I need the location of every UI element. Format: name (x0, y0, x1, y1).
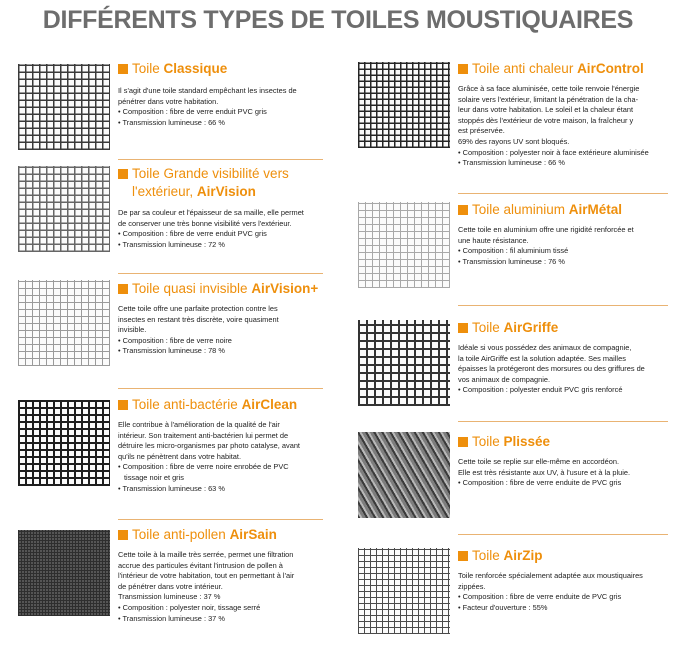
bullet-square-icon (458, 551, 468, 561)
heading-airvision-plus: Toile quasi invisible AirVision+ (132, 281, 319, 296)
heading-airvision-line2: l'extérieur, AirVision (132, 184, 256, 199)
text-airvision-plus: Cette toile offre une parfaite protection contre les insectes en restant très discrète, voire quasiment invisible. • Composition : fibre de verre noire • Transmission lumineuse : 78 % (118, 304, 279, 356)
swatch-airclean (18, 400, 110, 486)
swatch-aircontrol (358, 62, 450, 148)
bullet-square-icon (118, 400, 128, 410)
heading-airzip: Toile AirZip (472, 548, 543, 563)
bullet-square-icon (118, 169, 128, 179)
bullet-square-icon (458, 205, 468, 215)
bullet-square-icon (458, 437, 468, 447)
heading-airgriffe: Toile AirGriffe (472, 320, 559, 335)
divider (458, 305, 668, 306)
swatch-plissee (358, 432, 450, 518)
bullet-square-icon (118, 64, 128, 74)
swatch-airmetal (358, 202, 450, 288)
text-aircontrol: Grâce à sa face aluminisée, cette toile renvoie l'énergie solaire vers l'extérieur, limitant la pénétration de la cha- leur dans votre habitation. Le soleil et la chaleur étant stoppés dès l'extérieur de votre maison, la fraîcheur y est préservée. 69% des rayons UV sont bloqués. • Composition : polyester noir à face extérieure aluminisée • Transmission lumineuse : 66 % (458, 84, 649, 168)
divider (118, 388, 323, 389)
swatch-classique (18, 64, 110, 150)
text-classique: Il s'agit d'une toile standard empêchant les insectes de pénétrer dans votre habitation. • Composition : fibre de verre enduit PVC gris • Transmission lumineuse : 66 % (118, 86, 297, 127)
page-title: DIFFÉRENTS TYPES DE TOILES MOUSTIQUAIRES (42, 6, 634, 34)
swatch-airvision-plus (18, 280, 110, 366)
swatch-airzip (358, 548, 450, 634)
divider (118, 159, 323, 160)
text-plissee: Cette toile se replie sur elle-même en accordéon. Elle est très résistante aux UV, à l'usure et à la pluie. • Composition : fibre de verre enduite de PVC gris (458, 457, 631, 488)
text-airclean: Elle contribue à l'amélioration de la qualité de l'air intérieur. Son traitement anti-bactérien lui permet de détruire les micro-organismes par photo catalyse, avant qu'ils ne pénètrent dans votre habitat. • Composition : fibre de verre noire enrobée de PVC tissage noir et gris • Transmission lumineuse : 63 % (118, 420, 300, 493)
text-airvision: De par sa couleur et l'épaisseur de sa maille, elle permet de conserver une très bonne visibilité vers l'extérieur. • Composition : fibre de verre enduit PVC gris • Transmission lumineuse : 72 % (118, 208, 304, 249)
divider (118, 273, 323, 274)
divider (458, 421, 668, 422)
heading-plissee: Toile Plissée (472, 434, 551, 449)
divider (458, 534, 668, 535)
text-airgriffe: Idéale si vous possédez des animaux de compagnie, la toile AirGriffe est la solution adaptée. Ses mailles épaisses la protégeront des morsures ou des griffures de vos animaux de compagnie. • Composition : polyester enduit PVC gris renforcé (458, 343, 645, 395)
heading-airclean: Toile anti-bactérie AirClean (132, 397, 298, 412)
swatch-airvision (18, 166, 110, 252)
bullet-square-icon (458, 323, 468, 333)
heading-airvision: Toile Grande visibilité vers (132, 166, 289, 181)
text-airsain: Cette toile à la maille très serrée, permet une filtration accrue des particules évitant l'intrusion de pollen à l'intérieur de votre habitation, tout en permettant à l'air de pénétrer dans votre intérieur. Transmission lumineuse : 37 % • Composition : polyester noir, tissage serré • Transmission lumineuse : 37 % (118, 550, 295, 623)
heading-airsain: Toile anti-pollen AirSain (132, 527, 277, 542)
heading-aircontrol: Toile anti chaleur AirControl (472, 61, 644, 76)
text-airzip: Toile renforcée spécialement adaptée aux moustiquaires zippées. • Composition : fibre de verre enduite de PVC gris • Facteur d'ouverture : 55% (458, 571, 643, 612)
bullet-square-icon (458, 64, 468, 74)
bullet-square-icon (118, 284, 128, 294)
heading-classique: Toile Classique (132, 61, 228, 76)
swatch-airsain (18, 530, 110, 616)
divider (118, 519, 323, 520)
text-airmetal: Cette toile en aluminium offre une rigidité renforcée et une haute résistance. • Composition : fil aluminium tissé • Transmission lumineuse : 76 % (458, 225, 634, 266)
heading-airmetal: Toile aluminium AirMétal (472, 202, 623, 217)
bullet-square-icon (118, 530, 128, 540)
swatch-airgriffe (358, 320, 450, 406)
divider (458, 193, 668, 194)
